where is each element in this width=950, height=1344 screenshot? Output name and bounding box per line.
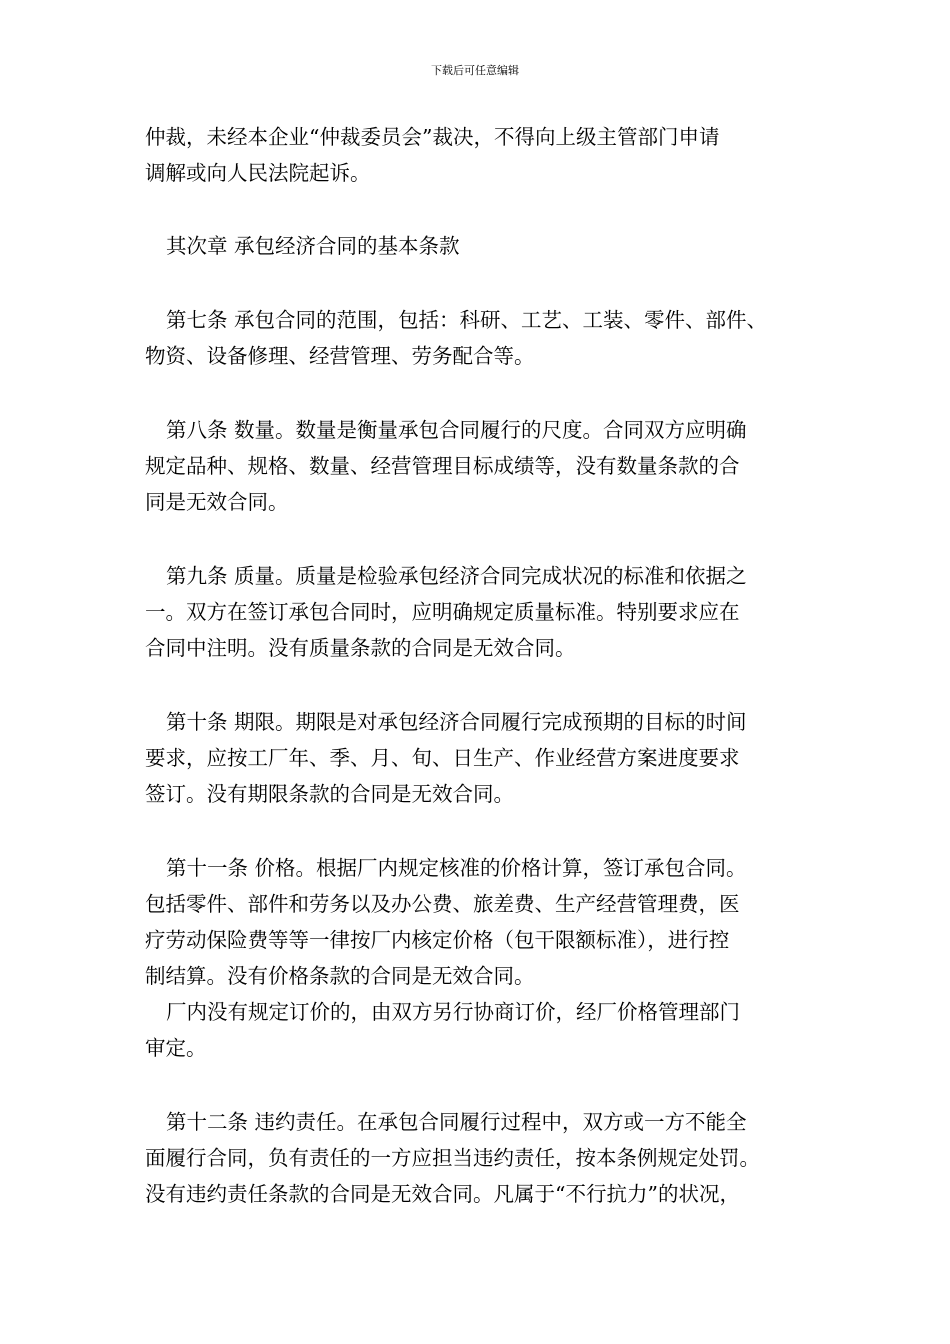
text-line: 审定。 bbox=[145, 1036, 207, 1060]
article-8-line-1: 第八条 数量。数量是衡量承包合同履行的尺度。合同双方应明确 bbox=[166, 418, 747, 442]
text-line: 规定品种、规格、数量、经营管理目标成绩等，没有数量条款的合 bbox=[145, 454, 740, 478]
article-12-line-1: 第十二条 违约责任。在承包合同履行过程中，双方或一方不能全 bbox=[166, 1110, 747, 1134]
article-10-line-1: 第十条 期限。期限是对承包经济合同履行完成预期的目标的时间 bbox=[166, 710, 747, 734]
article-9-line-1: 第九条 质量。质量是检验承包经济合同完成状况的标准和依据之 bbox=[166, 564, 747, 588]
article-7-line-1: 第七条 承包合同的范围，包括：科研、工艺、工装、零件、部件、 bbox=[166, 308, 768, 332]
text-line: 合同中注明。没有质量条款的合同是无效合同。 bbox=[145, 636, 576, 660]
chapter-heading: 其次章 承包经济合同的基本条款 bbox=[166, 234, 460, 258]
article-11-line-1: 第十一条 价格。根据厂内规定核准的价格计算，签订承包合同。 bbox=[166, 856, 747, 880]
text-line: 物资、设备修理、经营管理、劳务配合等。 bbox=[145, 344, 535, 368]
text-line: 一。双方在签订承包合同时，应明确规定质量标准。特别要求应在 bbox=[145, 600, 740, 624]
text-line: 制结算。没有价格条款的合同是无效合同。 bbox=[145, 964, 535, 988]
text-line: 厂内没有规定订价的，由双方另行协商订价，经厂价格管理部门 bbox=[166, 1000, 740, 1024]
text-line: 要求，应按工厂年、季、月、旬、日生产、作业经营方案进度要求 bbox=[145, 746, 740, 770]
text-line: 仲裁，未经本企业“仲裁委员会”裁决，不得向上级主管部门申请 bbox=[145, 125, 720, 149]
text-line: 同是无效合同。 bbox=[145, 490, 289, 514]
text-line: 调解或向人民法院起诉。 bbox=[145, 161, 371, 185]
text-line: 没有违约责任条款的合同是无效合同。凡属于“不行抗力”的状况， bbox=[145, 1182, 740, 1206]
text-line: 包括零件、部件和劳务以及办公费、旅差费、生产经营管理费，医 bbox=[145, 892, 740, 916]
page-header: 下载后可任意编辑 bbox=[431, 64, 519, 77]
text-line: 签订。没有期限条款的合同是无效合同。 bbox=[145, 782, 514, 806]
text-line: 面履行合同，负有责任的一方应担当违约责任，按本条例规定处罚。 bbox=[145, 1146, 760, 1170]
text-line: 疗劳动保险费等等一律按厂内核定价格（包干限额标准），进行控 bbox=[145, 928, 730, 952]
